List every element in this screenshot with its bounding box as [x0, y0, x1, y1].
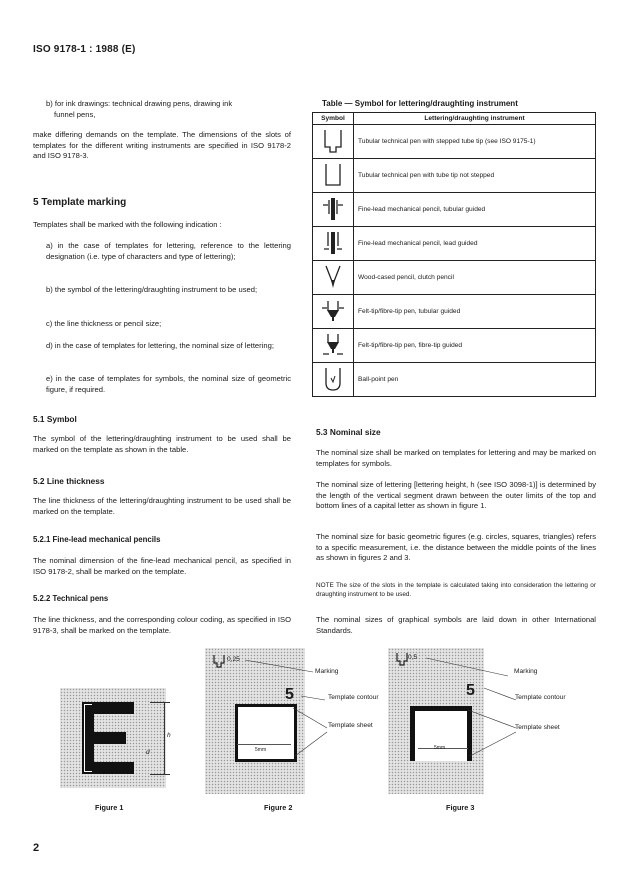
instrument-cell: Tubular technical pen with tube tip not stepped — [354, 159, 596, 193]
dimension-label: 5mm — [255, 747, 267, 753]
symbol-cell — [313, 261, 354, 295]
height-dimension-line — [164, 702, 165, 774]
table-row — [313, 125, 596, 159]
instrument-cell: Tubular technical pen with stepped tube tip (see ISO 9175-1) — [354, 125, 596, 159]
dimension-label: 5mm — [434, 745, 446, 751]
stepped-tube-pen-icon — [320, 127, 346, 155]
label-marking: Marking — [514, 668, 538, 675]
section-5-2-2-heading: 5.2.2 Technical pens — [33, 594, 109, 603]
figure-2 — [205, 648, 385, 794]
symbol-cell — [313, 363, 354, 397]
ballpoint-icon — [320, 365, 346, 393]
marking-value: 0,25 — [227, 656, 240, 663]
list-item-e: e) in the case of templates for symbols, the nominal size of geometric figure, if required. — [46, 374, 291, 394]
section-5-2-heading: 5.2 Line thickness — [33, 476, 105, 486]
table-title: Table — Symbol for lettering/draughting instrument — [322, 99, 518, 108]
pencil-tubular-icon — [320, 195, 346, 223]
template-demand-paragraph: make differing demands on the template. The dimensions of the slots of templates for the different writing instruments are specified in ISO 9178-2 and ISO 9178-3. — [33, 130, 291, 161]
list-item-c: c) the line thickness or pencil size; — [46, 319, 162, 328]
size-digit: 5 — [285, 686, 294, 703]
section-5-heading: 5 Template marking — [33, 197, 127, 208]
dimension-d-label: d — [146, 749, 150, 756]
section-5-2-text: The line thickness of the lettering/draughting instrument to be used shall be marked on the template. — [33, 496, 291, 516]
leader-lines — [205, 648, 385, 794]
wood-pencil-icon — [320, 263, 346, 291]
figure-3-caption: Figure 3 — [446, 803, 475, 812]
section-5-3-heading: 5.3 Nominal size — [316, 427, 381, 437]
instrument-cell: Ball-point pen — [354, 363, 596, 397]
table-row — [313, 295, 596, 329]
section-5-2-2-text: The line thickness, and the corresponding colour coding, as specified in ISO 9178-3, shall be marked on the template. — [33, 615, 291, 635]
figure-1-caption: Figure 1 — [95, 803, 124, 812]
final-paragraph: The nominal sizes of graphical symbols are laid down in other International Standards. — [316, 615, 596, 635]
symbol-cell — [313, 193, 354, 227]
section-5-2-1-heading: 5.2.1 Fine-lead mechanical pencils — [33, 535, 161, 544]
dimension-h-label: h — [167, 732, 171, 739]
section-5-intro: Templates shall be marked with the following indication : — [33, 220, 222, 229]
ink-item-line1: b) for ink drawings: technical drawing pens, drawing ink — [46, 99, 233, 108]
instrument-cell: Wood-cased pencil, clutch pencil — [354, 261, 596, 295]
list-item-a: a) in the case of templates for lettering, reference to the lettering designation (i.e. type of characters and type of lettering); — [46, 241, 291, 261]
section-5-3-text-3: The nominal size for basic geometric figures (e.g. circles, squares, triangles) refers to a specific measurement, i.e. the distance between the middle points of the lines as shown in figures 2 and 3. — [316, 532, 596, 563]
page-number: 2 — [33, 842, 40, 854]
document-header: ISO 9178-1 : 1988 (E) — [33, 44, 136, 55]
section-5-3-text-1: The nominal size shall be marked on templates for lettering and may be marked on templates for symbols. — [316, 448, 596, 468]
size-digit: 5 — [466, 682, 475, 699]
symbol-cell — [313, 227, 354, 261]
table-row — [313, 193, 596, 227]
label-marking: Marking — [315, 668, 339, 675]
symbol-cell — [313, 159, 354, 193]
note-text: NOTE The size of the slots in the template is calculated taking into consideration the lettering or draughting instrument to be used. — [316, 582, 596, 599]
ink-item — [33, 99, 291, 120]
label-template-contour: Template contour — [515, 694, 566, 701]
label-template-sheet: Template sheet — [515, 724, 560, 731]
leader-lines — [388, 648, 588, 794]
list-item-d: d) in the case of templates for lettering, the nominal size of lettering; — [46, 341, 274, 350]
table-row — [313, 363, 596, 397]
pencil-lead-icon — [320, 229, 346, 257]
instrument-cell: Fine-lead mechanical pencil, lead guided — [354, 227, 596, 261]
instrument-cell: Fine-lead mechanical pencil, tubular guided — [354, 193, 596, 227]
section-5-1-text: The symbol of the lettering/draughting instrument to be used shall be marked on the template as shown in the table. — [33, 434, 291, 454]
felt-tip-tubular-icon — [320, 297, 346, 325]
letter-e-slot — [82, 702, 134, 774]
list-item-b: b) the symbol of the lettering/draughting instrument to be used; — [46, 285, 258, 294]
label-template-sheet: Template sheet — [328, 722, 373, 729]
section-5-1-heading: 5.1 Symbol — [33, 414, 77, 424]
table-header-row — [313, 113, 596, 125]
instrument-cell: Felt-tip/fibre-tip pen, tubular guided — [354, 295, 596, 329]
table-header-symbol: Symbol — [313, 113, 354, 125]
figure-1 — [60, 688, 184, 788]
marking-value: 0,5 — [408, 654, 418, 661]
table-row — [313, 261, 596, 295]
table-row — [313, 329, 596, 363]
label-template-contour: Template contour — [328, 694, 379, 701]
section-5-3-text-2: The nominal size of lettering [lettering height, h (see ISO 3098-1)] is determined by the length of the vertical segment drawn between the outer limits of the top and bottom lines of a capital letter as shown in figure 1. — [316, 480, 596, 511]
table-row — [313, 159, 596, 193]
felt-tip-guided-icon — [320, 331, 346, 359]
tube-pen-icon — [320, 161, 346, 189]
section-5-2-1-text: The nominal dimension of the fine-lead mechanical pencil, as specified in ISO 9178-2, shall be marked on the template. — [33, 556, 291, 576]
symbol-cell — [313, 329, 354, 363]
figure-2-caption: Figure 2 — [264, 803, 293, 812]
ink-item-line2: funnel pens, — [54, 109, 96, 119]
symbol-cell — [313, 125, 354, 159]
instrument-cell: Felt-tip/fibre-tip pen, fibre-tip guided — [354, 329, 596, 363]
table-row — [313, 227, 596, 261]
table-header-instrument: Lettering/draughting instrument — [354, 113, 596, 125]
symbol-table — [312, 112, 596, 397]
figure-3 — [388, 648, 588, 794]
symbol-cell — [313, 295, 354, 329]
